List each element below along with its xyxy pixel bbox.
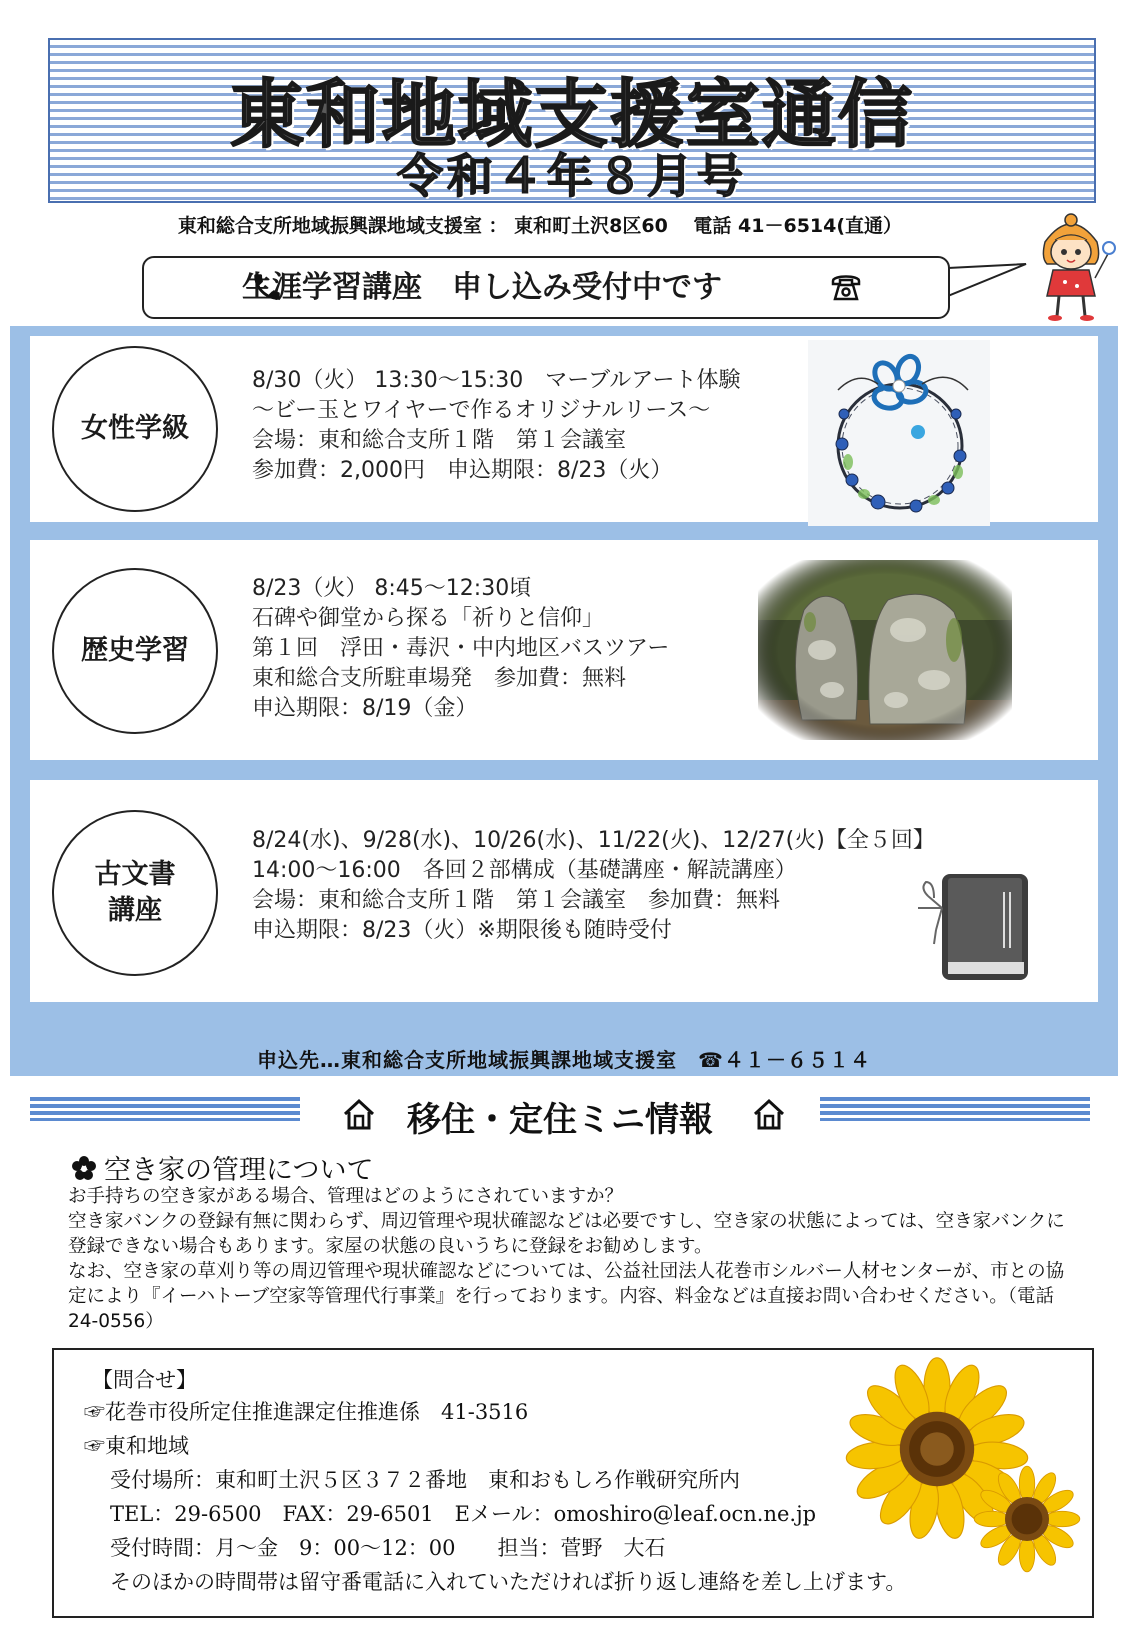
course-card-old-documents <box>30 780 1098 1002</box>
book-icon <box>912 868 1040 986</box>
contact-after-hours-note: そのほかの時間帯は留守番電話に入れていただければ折り返し連絡を差し上げます。 <box>110 1570 907 1594</box>
course-line: 石碑や御堂から探る「祈りと信仰」 <box>252 606 605 631</box>
mascot-character <box>1025 212 1117 322</box>
contact-towa-area: ☞東和地域 <box>84 1434 189 1458</box>
course-title-line: 古文書 <box>94 859 176 890</box>
migration-heading: 移住・定住ミニ情報 <box>407 1100 713 1140</box>
course-line: 申込期限：8/19（金） <box>252 696 478 721</box>
contact-hours: 受付時間：月～金 9：00～12：00 担当：菅野 大石 <box>110 1536 666 1560</box>
course-line: 8/30（火） 13:30～15:30 マーブルアート体験 <box>252 368 741 393</box>
body-paragraph: お手持ちの空き家がある場合、管理はどのようにされていますか？ <box>68 1186 624 1207</box>
course-line: 申込期限：8/23（火）※期限後も随時受付 <box>252 918 672 943</box>
flower-icon <box>72 1156 96 1180</box>
course-details <box>252 574 669 724</box>
course-details <box>252 826 935 946</box>
bubble-tail <box>948 262 1028 302</box>
page-title: 東和地域支援室通信 <box>230 72 914 158</box>
course-card-history-study <box>30 540 1098 760</box>
course-line: 東和総合支所駐車場発 参加費：無料 <box>252 666 627 691</box>
course-line: 会場：東和総合支所１階 第１会議室 参加費：無料 <box>252 888 781 913</box>
contact-heading: 【問合せ】 <box>92 1368 197 1392</box>
announcement-text: 生涯学習講座 申し込み受付中です <box>242 270 722 305</box>
wire-wreath-image <box>808 340 990 526</box>
heading-stripe-right <box>820 1097 1090 1121</box>
course-title-womens-class: 女性学級 <box>52 346 218 512</box>
course-card-womens-class <box>30 336 1098 522</box>
telephone-icon <box>830 272 862 302</box>
course-line: 14:00～16:00 各回２部構成（基礎講座・解読講座） <box>252 858 797 883</box>
vacant-house-subheading: 空き家の管理について <box>104 1155 374 1186</box>
course-title-line: 講座 <box>108 895 162 926</box>
body-paragraph: 空き家バンクの登録有無に関わらず、周辺管理や現状確認などは必要ですし、空き家の状態によっては、空き家バンクに登録できない場合もあります。家屋の状態の良いうちに登録をお勧めします。 <box>68 1211 1065 1257</box>
course-line: 会場：東和総合支所１階 第１会議室 <box>252 428 627 453</box>
stone-monument-image <box>758 560 1012 740</box>
contact-reception-place: 受付場所：東和町土沢５区３７２番地 東和おもしろ作戦研究所内 <box>110 1468 740 1492</box>
contact-city-hall: ☞花巻市役所定住推進課定住推進係 41-3516 <box>84 1400 529 1424</box>
issue-label: 令和４年８月号 <box>397 149 747 203</box>
lifelong-learning-section <box>10 326 1118 1076</box>
course-line: ～ビー玉とワイヤーで作るオリジナルリース～ <box>252 398 711 423</box>
course-title-history-study: 歴史学習 <box>52 568 218 734</box>
application-contact-line: 申込先…東和総合支所地域振興課地域支援室 ☎４１－６５１４ <box>257 1048 871 1072</box>
sunflower-image <box>972 1464 1082 1574</box>
course-line: 第１回 浮田・毒沢・中内地区バスツアー <box>252 636 670 661</box>
contact-box <box>52 1348 1094 1618</box>
body-paragraph: なお、空き家の草刈り等の周辺管理や現状確認などについては、公益社団法人花巻市シルバー人材センターが、市との協定により『イーハトーブ空家等管理代行事業』を行っております。内容、料金などは直接お問い合わせください。（電話24-0556） <box>68 1261 1065 1332</box>
course-title-old-documents <box>52 810 218 976</box>
course-line: 8/23（火） 8:45～12:30頃 <box>252 576 532 601</box>
title-banner <box>48 38 1096 203</box>
course-details <box>252 366 741 486</box>
phone-handset-icon <box>250 270 284 304</box>
contact-tel-fax-email: TEL：29-6500 FAX：29-6501 Eメール：omoshiro@leaf.ocn.ne.jp <box>110 1502 817 1526</box>
course-line: 8/24(水)、9/28(水)、10/26(水)、11/22(火)、12/27(火)【全５回】 <box>252 828 935 853</box>
course-line: 参加費：2,000円 申込期限：8/23（火） <box>252 458 673 483</box>
vacant-house-body <box>68 1184 1068 1334</box>
heading-stripe-left <box>30 1097 300 1121</box>
office-contact-line: 東和総合支所地域振興課地域支援室 ： 東和町土沢8区60 電話 41－6514(直通） <box>177 215 903 237</box>
